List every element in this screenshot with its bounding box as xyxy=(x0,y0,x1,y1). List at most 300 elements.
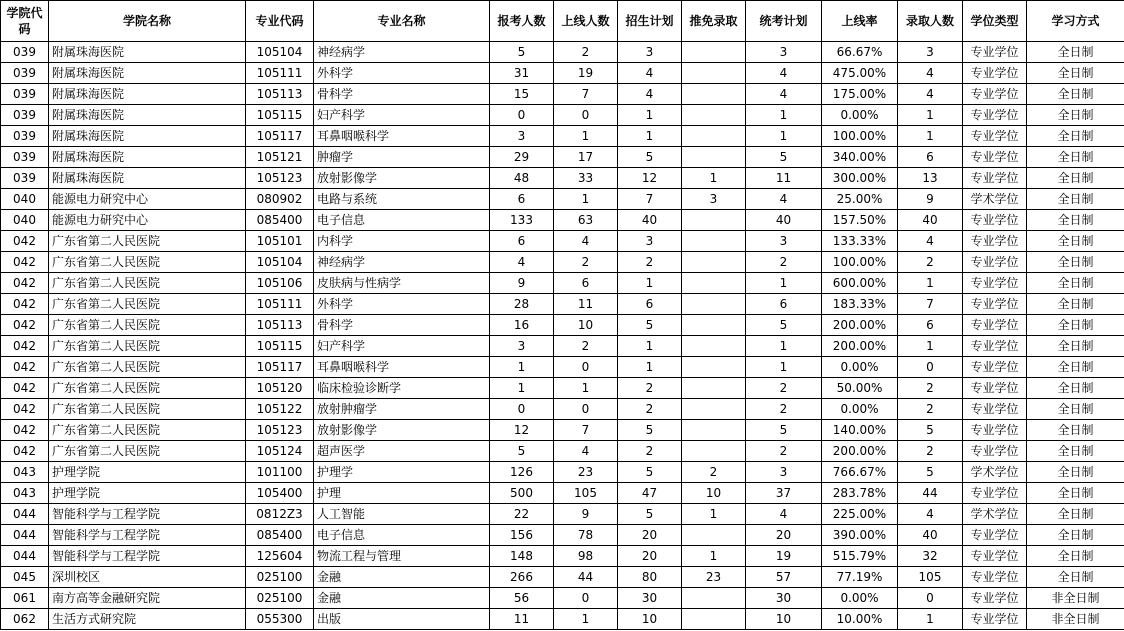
table-cell: 专业学位 xyxy=(963,42,1027,63)
table-cell: 1 xyxy=(898,126,963,147)
header-cell: 专业代码 xyxy=(246,1,314,42)
table-cell: 非全日制 xyxy=(1027,588,1124,609)
table-cell: 175.00% xyxy=(822,84,898,105)
table-cell: 全日制 xyxy=(1027,357,1124,378)
table-cell: 专业学位 xyxy=(963,483,1027,504)
table-cell: 20 xyxy=(618,546,682,567)
table-cell: 5 xyxy=(618,420,682,441)
table-cell: 1 xyxy=(618,336,682,357)
table-cell: 10 xyxy=(746,609,822,630)
table-cell: 广东省第二人民医院 xyxy=(49,378,246,399)
table-cell: 11 xyxy=(746,168,822,189)
table-cell: 0 xyxy=(490,105,554,126)
table-cell: 105104 xyxy=(246,42,314,63)
table-cell: 专业学位 xyxy=(963,294,1027,315)
table-cell: 物流工程与管理 xyxy=(314,546,490,567)
table-cell: 105121 xyxy=(246,147,314,168)
table-cell: 045 xyxy=(1,567,49,588)
table-cell: 学术学位 xyxy=(963,462,1027,483)
table-cell: 039 xyxy=(1,147,49,168)
table-cell: 5 xyxy=(746,147,822,168)
table-cell: 6 xyxy=(618,294,682,315)
table-cell: 10 xyxy=(554,315,618,336)
table-cell xyxy=(682,609,746,630)
table-cell: 0812Z3 xyxy=(246,504,314,525)
table-cell: 1 xyxy=(746,273,822,294)
table-cell: 7 xyxy=(898,294,963,315)
table-cell: 0.00% xyxy=(822,399,898,420)
table-cell: 105400 xyxy=(246,483,314,504)
table-row xyxy=(1,210,1124,231)
table-cell: 025100 xyxy=(246,588,314,609)
table-cell: 7 xyxy=(618,189,682,210)
table-cell: 专业学位 xyxy=(963,210,1027,231)
table-cell: 0 xyxy=(554,105,618,126)
table-cell: 266 xyxy=(490,567,554,588)
table-cell: 039 xyxy=(1,42,49,63)
table-row xyxy=(1,84,1124,105)
table-cell: 3 xyxy=(490,336,554,357)
table-cell: 1 xyxy=(490,357,554,378)
table-row xyxy=(1,588,1124,609)
table-cell: 23 xyxy=(554,462,618,483)
table-cell: 500 xyxy=(490,483,554,504)
table-cell: 44 xyxy=(554,567,618,588)
table-cell: 19 xyxy=(554,63,618,84)
table-cell: 2 xyxy=(618,441,682,462)
table-cell: 105124 xyxy=(246,441,314,462)
table-cell: 附属珠海医院 xyxy=(49,168,246,189)
table-cell: 2 xyxy=(898,399,963,420)
table-cell: 1 xyxy=(490,378,554,399)
table-cell: 非全日制 xyxy=(1027,609,1124,630)
table-cell: 042 xyxy=(1,441,49,462)
table-cell: 学术学位 xyxy=(963,504,1027,525)
table-cell: 2 xyxy=(898,252,963,273)
table-cell: 专业学位 xyxy=(963,441,1027,462)
table-cell: 062 xyxy=(1,609,49,630)
table-cell: 766.67% xyxy=(822,462,898,483)
table-cell: 2 xyxy=(746,441,822,462)
table-cell: 1 xyxy=(898,609,963,630)
table-cell: 3 xyxy=(682,189,746,210)
table-cell: 340.00% xyxy=(822,147,898,168)
table-cell: 105117 xyxy=(246,126,314,147)
table-cell: 4 xyxy=(554,231,618,252)
table-cell: 19 xyxy=(746,546,822,567)
header-cell: 推免录取 xyxy=(682,1,746,42)
table-cell: 042 xyxy=(1,420,49,441)
table-cell: 专业学位 xyxy=(963,546,1027,567)
table-cell: 专业学位 xyxy=(963,336,1027,357)
table-cell: 126 xyxy=(490,462,554,483)
table-cell: 101100 xyxy=(246,462,314,483)
table-cell: 4 xyxy=(746,504,822,525)
table-cell xyxy=(682,525,746,546)
table-cell: 1 xyxy=(554,378,618,399)
table-cell: 1 xyxy=(554,189,618,210)
table-cell: 105115 xyxy=(246,105,314,126)
table-cell: 105122 xyxy=(246,399,314,420)
table-cell: 157.50% xyxy=(822,210,898,231)
table-cell: 全日制 xyxy=(1027,84,1124,105)
table-row xyxy=(1,231,1124,252)
table-cell: 105111 xyxy=(246,63,314,84)
table-cell: 10 xyxy=(618,609,682,630)
table-cell: 专业学位 xyxy=(963,147,1027,168)
table-cell: 042 xyxy=(1,336,49,357)
table-cell: 300.00% xyxy=(822,168,898,189)
table-cell: 039 xyxy=(1,84,49,105)
table-cell: 神经病学 xyxy=(314,252,490,273)
table-cell: 5 xyxy=(746,420,822,441)
table-cell: 40 xyxy=(618,210,682,231)
table-cell: 4 xyxy=(618,84,682,105)
table-cell: 耳鼻咽喉科学 xyxy=(314,357,490,378)
table-cell: 044 xyxy=(1,504,49,525)
table-cell: 105115 xyxy=(246,336,314,357)
table-cell: 105123 xyxy=(246,420,314,441)
table-cell: 护理学 xyxy=(314,462,490,483)
table-cell: 专业学位 xyxy=(963,357,1027,378)
table-cell: 耳鼻咽喉科学 xyxy=(314,126,490,147)
table-cell: 78 xyxy=(554,525,618,546)
table-cell: 039 xyxy=(1,63,49,84)
table-cell xyxy=(682,357,746,378)
table-cell: 2 xyxy=(618,252,682,273)
table-cell: 039 xyxy=(1,168,49,189)
table-cell: 4 xyxy=(490,252,554,273)
table-cell: 100.00% xyxy=(822,252,898,273)
table-cell: 广东省第二人民医院 xyxy=(49,252,246,273)
table-cell: 广东省第二人民医院 xyxy=(49,420,246,441)
table-cell: 2 xyxy=(746,378,822,399)
table-cell: 105104 xyxy=(246,252,314,273)
table-cell: 1 xyxy=(682,168,746,189)
table-cell: 广东省第二人民医院 xyxy=(49,294,246,315)
table-cell: 0 xyxy=(554,588,618,609)
table-cell: 22 xyxy=(490,504,554,525)
table-cell: 智能科学与工程学院 xyxy=(49,504,246,525)
table-cell: 全日制 xyxy=(1027,147,1124,168)
table-cell: 29 xyxy=(490,147,554,168)
table-cell: 放射影像学 xyxy=(314,168,490,189)
table-row xyxy=(1,105,1124,126)
table-cell: 1 xyxy=(746,357,822,378)
table-cell: 17 xyxy=(554,147,618,168)
table-cell: 15 xyxy=(490,84,554,105)
table-cell: 2 xyxy=(618,378,682,399)
table-cell: 专业学位 xyxy=(963,105,1027,126)
table-cell: 4 xyxy=(746,189,822,210)
table-cell: 148 xyxy=(490,546,554,567)
table-cell xyxy=(682,588,746,609)
table-row xyxy=(1,168,1124,189)
table-cell: 专业学位 xyxy=(963,378,1027,399)
table-cell: 全日制 xyxy=(1027,210,1124,231)
table-row xyxy=(1,294,1124,315)
header-cell: 专业名称 xyxy=(314,1,490,42)
table-cell: 085400 xyxy=(246,210,314,231)
table-cell: 全日制 xyxy=(1027,441,1124,462)
table-cell: 广东省第二人民医院 xyxy=(49,231,246,252)
table-cell: 金融 xyxy=(314,567,490,588)
table-cell: 100.00% xyxy=(822,126,898,147)
table-cell: 042 xyxy=(1,294,49,315)
table-cell: 33 xyxy=(554,168,618,189)
table-cell: 全日制 xyxy=(1027,252,1124,273)
table-cell: 骨科学 xyxy=(314,84,490,105)
table-cell: 1 xyxy=(898,336,963,357)
table-cell: 1 xyxy=(746,126,822,147)
table-cell: 全日制 xyxy=(1027,168,1124,189)
table-cell: 3 xyxy=(746,231,822,252)
table-cell: 9 xyxy=(490,273,554,294)
table-cell: 附属珠海医院 xyxy=(49,84,246,105)
table-cell: 全日制 xyxy=(1027,567,1124,588)
table-cell: 200.00% xyxy=(822,441,898,462)
table-cell: 全日制 xyxy=(1027,399,1124,420)
table-cell: 全日制 xyxy=(1027,126,1124,147)
table-cell: 智能科学与工程学院 xyxy=(49,546,246,567)
table-cell: 骨科学 xyxy=(314,315,490,336)
table-cell: 025100 xyxy=(246,567,314,588)
table-cell: 1 xyxy=(618,357,682,378)
table-cell: 5 xyxy=(618,315,682,336)
table-cell: 183.33% xyxy=(822,294,898,315)
table-cell: 57 xyxy=(746,567,822,588)
table-header xyxy=(1,1,1124,42)
table-cell: 专业学位 xyxy=(963,168,1027,189)
table-cell: 专业学位 xyxy=(963,420,1027,441)
table-cell: 附属珠海医院 xyxy=(49,126,246,147)
table-cell: 10 xyxy=(682,483,746,504)
table-cell: 0 xyxy=(554,399,618,420)
table-cell: 105 xyxy=(898,567,963,588)
table-cell: 1 xyxy=(682,546,746,567)
table-cell: 4 xyxy=(746,63,822,84)
table-cell: 1 xyxy=(682,504,746,525)
table-cell: 广东省第二人民医院 xyxy=(49,357,246,378)
table-row xyxy=(1,42,1124,63)
table-cell xyxy=(682,420,746,441)
table-cell: 105120 xyxy=(246,378,314,399)
table-cell: 12 xyxy=(490,420,554,441)
table-body xyxy=(1,42,1124,630)
table-row xyxy=(1,315,1124,336)
table-cell xyxy=(682,105,746,126)
table-cell xyxy=(682,315,746,336)
table-cell: 23 xyxy=(682,567,746,588)
table-cell xyxy=(682,126,746,147)
table-cell: 南方高等金融研究院 xyxy=(49,588,246,609)
table-cell: 283.78% xyxy=(822,483,898,504)
table-cell: 智能科学与工程学院 xyxy=(49,525,246,546)
table-cell: 66.67% xyxy=(822,42,898,63)
table-cell: 042 xyxy=(1,231,49,252)
table-cell: 30 xyxy=(746,588,822,609)
table-cell: 5 xyxy=(898,420,963,441)
table-cell: 5 xyxy=(618,147,682,168)
table-cell: 专业学位 xyxy=(963,84,1027,105)
table-cell: 专业学位 xyxy=(963,273,1027,294)
table-cell: 11 xyxy=(490,609,554,630)
table-cell: 能源电力研究中心 xyxy=(49,189,246,210)
table-cell: 600.00% xyxy=(822,273,898,294)
table-cell: 广东省第二人民医院 xyxy=(49,273,246,294)
table-row xyxy=(1,546,1124,567)
table-cell: 4 xyxy=(898,63,963,84)
table-cell: 妇产科学 xyxy=(314,336,490,357)
table-cell: 042 xyxy=(1,378,49,399)
table-cell: 3 xyxy=(746,462,822,483)
table-cell: 护理学院 xyxy=(49,483,246,504)
table-cell: 040 xyxy=(1,210,49,231)
table-row xyxy=(1,462,1124,483)
table-cell: 6 xyxy=(490,231,554,252)
table-cell: 9 xyxy=(554,504,618,525)
table-cell: 全日制 xyxy=(1027,462,1124,483)
table-cell: 5 xyxy=(618,462,682,483)
table-cell xyxy=(682,399,746,420)
table-cell: 生活方式研究院 xyxy=(49,609,246,630)
table-cell: 5 xyxy=(898,462,963,483)
table-cell: 全日制 xyxy=(1027,273,1124,294)
table-cell: 3 xyxy=(618,42,682,63)
table-cell: 全日制 xyxy=(1027,63,1124,84)
table-cell: 专业学位 xyxy=(963,63,1027,84)
table-cell: 156 xyxy=(490,525,554,546)
header-cell: 统考计划 xyxy=(746,1,822,42)
table-cell: 042 xyxy=(1,252,49,273)
table-cell: 护理学院 xyxy=(49,462,246,483)
table-cell: 042 xyxy=(1,399,49,420)
table-cell xyxy=(682,378,746,399)
table-cell: 全日制 xyxy=(1027,525,1124,546)
table-cell: 31 xyxy=(490,63,554,84)
table-cell: 10.00% xyxy=(822,609,898,630)
table-cell: 9 xyxy=(898,189,963,210)
header-cell: 上线率 xyxy=(822,1,898,42)
table-cell: 0.00% xyxy=(822,588,898,609)
table-cell: 附属珠海医院 xyxy=(49,63,246,84)
table-cell: 电路与系统 xyxy=(314,189,490,210)
table-row xyxy=(1,189,1124,210)
table-cell: 放射影像学 xyxy=(314,420,490,441)
table-cell: 042 xyxy=(1,315,49,336)
table-cell: 全日制 xyxy=(1027,483,1124,504)
table-cell: 200.00% xyxy=(822,336,898,357)
table-cell: 47 xyxy=(618,483,682,504)
table-cell: 12 xyxy=(618,168,682,189)
table-cell: 5 xyxy=(490,42,554,63)
table-cell: 外科学 xyxy=(314,294,490,315)
table-cell: 全日制 xyxy=(1027,42,1124,63)
table-cell: 80 xyxy=(618,567,682,588)
table-row xyxy=(1,399,1124,420)
table-cell: 63 xyxy=(554,210,618,231)
table-cell: 4 xyxy=(554,441,618,462)
table-cell: 105101 xyxy=(246,231,314,252)
table-cell: 133.33% xyxy=(822,231,898,252)
table-cell xyxy=(682,336,746,357)
table-cell: 039 xyxy=(1,126,49,147)
table-cell: 学术学位 xyxy=(963,189,1027,210)
table-cell: 广东省第二人民医院 xyxy=(49,336,246,357)
table-cell: 4 xyxy=(746,84,822,105)
table-cell: 1 xyxy=(618,105,682,126)
table-cell: 2 xyxy=(682,462,746,483)
table-cell: 0.00% xyxy=(822,105,898,126)
table-cell: 专业学位 xyxy=(963,231,1027,252)
table-cell: 515.79% xyxy=(822,546,898,567)
header-cell: 学院代码 xyxy=(1,1,49,42)
table-cell: 肿瘤学 xyxy=(314,147,490,168)
table-cell: 专业学位 xyxy=(963,399,1027,420)
table-cell: 30 xyxy=(618,588,682,609)
table-cell: 3 xyxy=(490,126,554,147)
table-cell: 出版 xyxy=(314,609,490,630)
table-cell: 98 xyxy=(554,546,618,567)
table-cell: 附属珠海医院 xyxy=(49,105,246,126)
header-cell: 报考人数 xyxy=(490,1,554,42)
table-cell: 专业学位 xyxy=(963,525,1027,546)
table-cell: 133 xyxy=(490,210,554,231)
table-cell xyxy=(682,63,746,84)
table-cell: 全日制 xyxy=(1027,315,1124,336)
table-cell: 2 xyxy=(554,252,618,273)
table-cell: 043 xyxy=(1,462,49,483)
table-cell: 105106 xyxy=(246,273,314,294)
table-cell: 0 xyxy=(898,357,963,378)
table-row xyxy=(1,357,1124,378)
table-cell xyxy=(682,441,746,462)
table-cell: 专业学位 xyxy=(963,609,1027,630)
table-cell: 全日制 xyxy=(1027,504,1124,525)
table-cell: 4 xyxy=(898,231,963,252)
table-cell: 人工智能 xyxy=(314,504,490,525)
table-cell: 附属珠海医院 xyxy=(49,42,246,63)
table-cell: 40 xyxy=(898,210,963,231)
table-cell: 044 xyxy=(1,546,49,567)
table-cell: 专业学位 xyxy=(963,252,1027,273)
table-cell xyxy=(682,84,746,105)
table-cell: 40 xyxy=(898,525,963,546)
table-cell: 043 xyxy=(1,483,49,504)
header-cell: 录取人数 xyxy=(898,1,963,42)
table-cell: 32 xyxy=(898,546,963,567)
table-cell: 140.00% xyxy=(822,420,898,441)
table-cell: 专业学位 xyxy=(963,588,1027,609)
header-cell: 上线人数 xyxy=(554,1,618,42)
table-cell: 附属珠海医院 xyxy=(49,147,246,168)
table-cell: 56 xyxy=(490,588,554,609)
table-cell xyxy=(682,273,746,294)
table-cell: 6 xyxy=(898,147,963,168)
table-row xyxy=(1,252,1124,273)
table-row xyxy=(1,378,1124,399)
table-cell: 放射肿瘤学 xyxy=(314,399,490,420)
header-row xyxy=(1,1,1124,42)
table-row xyxy=(1,525,1124,546)
table-cell: 广东省第二人民医院 xyxy=(49,315,246,336)
table-cell: 2 xyxy=(746,252,822,273)
table-cell: 105117 xyxy=(246,357,314,378)
table-cell: 广东省第二人民医院 xyxy=(49,441,246,462)
table-cell: 全日制 xyxy=(1027,336,1124,357)
table-cell: 475.00% xyxy=(822,63,898,84)
table-cell: 3 xyxy=(746,42,822,63)
